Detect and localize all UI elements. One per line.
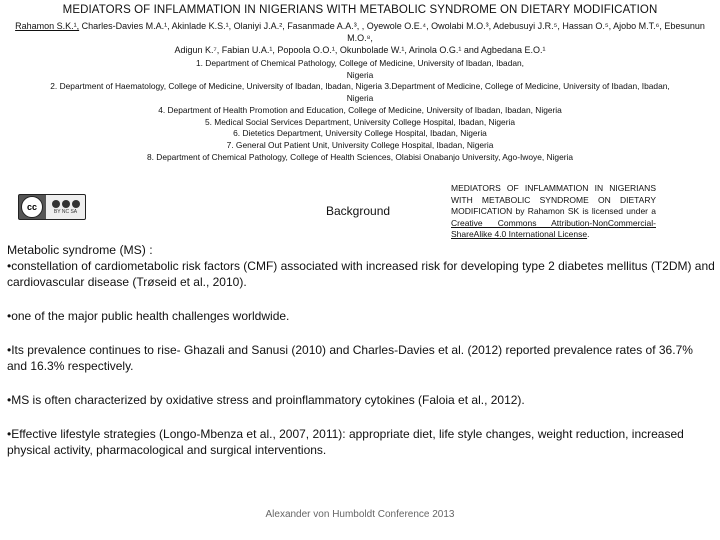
license-badge-label: BY NC SA bbox=[53, 208, 78, 215]
page-title: MEDIATORS OF INFLAMMATION IN NIGERIANS WITH METABOLIC SYNDROME ON DIETARY MODIFICATION bbox=[62, 4, 658, 16]
license-link[interactable]: Creative Commons Attribution-NonCommercial-ShareAlike 4.0 International License bbox=[451, 217, 656, 239]
license-suffix: . bbox=[587, 229, 590, 239]
bullet-item: •Effective lifestyle strategies (Longo-Mbenza et al., 2007, 2011): appropriate diet, life style changes, weight reduction, increased physical activity, pharmacological and surgical interventions. bbox=[7, 427, 684, 457]
author-names-line1: Charles-Davies M.A.¹, Akinlade K.S.¹, Olaniyi J.A.², Fasanmade A.A.³, , Oyewole O.E.⁴, Owolabi M.O.³, Adebusuyi J.R.⁵, Hassan O.⁵, Ajobo M.T.⁶, Ebesunun M.O.⁸, bbox=[79, 21, 705, 43]
background-heading: Background bbox=[326, 204, 391, 218]
affiliations bbox=[10, 58, 710, 163]
author-list bbox=[6, 20, 714, 56]
creative-commons-badge[interactable] bbox=[18, 194, 86, 220]
affiliation-line: Nigeria bbox=[346, 69, 374, 80]
affiliation-line: Nigeria bbox=[346, 93, 374, 104]
affiliation-line: 7. General Out Patient Unit, University College Hospital, Ibadan, Nigeria bbox=[226, 139, 494, 150]
affiliation-line: 6. Dietetics Department, University College Hospital, Ibadan, Nigeria bbox=[233, 128, 487, 139]
license-notice bbox=[451, 183, 656, 241]
bullet-item: •Its prevalence continues to rise- Ghazali and Sanusi (2010) and Charles-Davies et al. (2012) reported prevalence rates of 36.7% and 16.3% respectively. bbox=[7, 343, 693, 373]
affiliation-line: 1. Department of Chemical Pathology, College of Medicine, University of Ibadan, Ibadan, bbox=[195, 58, 525, 68]
license-icons bbox=[46, 195, 85, 219]
body-content bbox=[7, 242, 715, 458]
license-prefix: MEDIATORS OF INFLAMMATION IN NIGERIANS WITH METABOLIC SYNDROME ON DIETARY MODIFICATION by Rahamon SK is licensed under a bbox=[451, 183, 656, 216]
sa-icon bbox=[72, 200, 80, 208]
affiliation-line: 2. Department of Haematology, College of Medicine, University of Ibadan, Ibadan, Nigeria 3.Department of Medicine, College of Medicine, University of Ibadan, Ibadan, bbox=[50, 81, 670, 92]
nc-icon bbox=[62, 200, 70, 208]
ms-heading: Metabolic syndrome (MS) : bbox=[7, 243, 153, 257]
by-icon bbox=[52, 200, 60, 208]
footer-text: Alexander von Humboldt Conference 2013 bbox=[265, 509, 455, 520]
affiliation-line: 8. Department of Chemical Pathology, College of Health Sciences, Olabisi Onabanjo University, Ago-Iwoye, Nigeria bbox=[146, 151, 574, 162]
bullet-item: •MS is often characterized by oxidative stress and proinflammatory cytokines (Faloia et al., 2012). bbox=[7, 393, 525, 407]
first-author-link[interactable]: Rahamon S.K.¹, bbox=[15, 21, 80, 31]
cc-logo-icon: cc bbox=[21, 196, 43, 218]
bullet-item: •one of the major public health challenges worldwide. bbox=[7, 309, 290, 323]
affiliation-line: 5. Medical Social Services Department, University College Hospital, Ibadan, Nigeria bbox=[204, 116, 515, 127]
bullet-item: •constellation of cardiometabolic risk factors (CMF) associated with increased risk for developing type 2 diabetes mellitus (T2DM) and cardiovascular disease (Trøseid et al., 2010). bbox=[7, 259, 715, 289]
author-names-line2: Adigun K.⁷, Fabian U.A.¹, Popoola O.O.¹, Okunbolade W.¹, Arinola O.G.¹ and Agbedana E.O.¹ bbox=[174, 45, 546, 55]
affiliation-line: 4. Department of Health Promotion and Education, College of Medicine, University of Ibadan, Ibadan, Nigeria bbox=[158, 104, 562, 115]
